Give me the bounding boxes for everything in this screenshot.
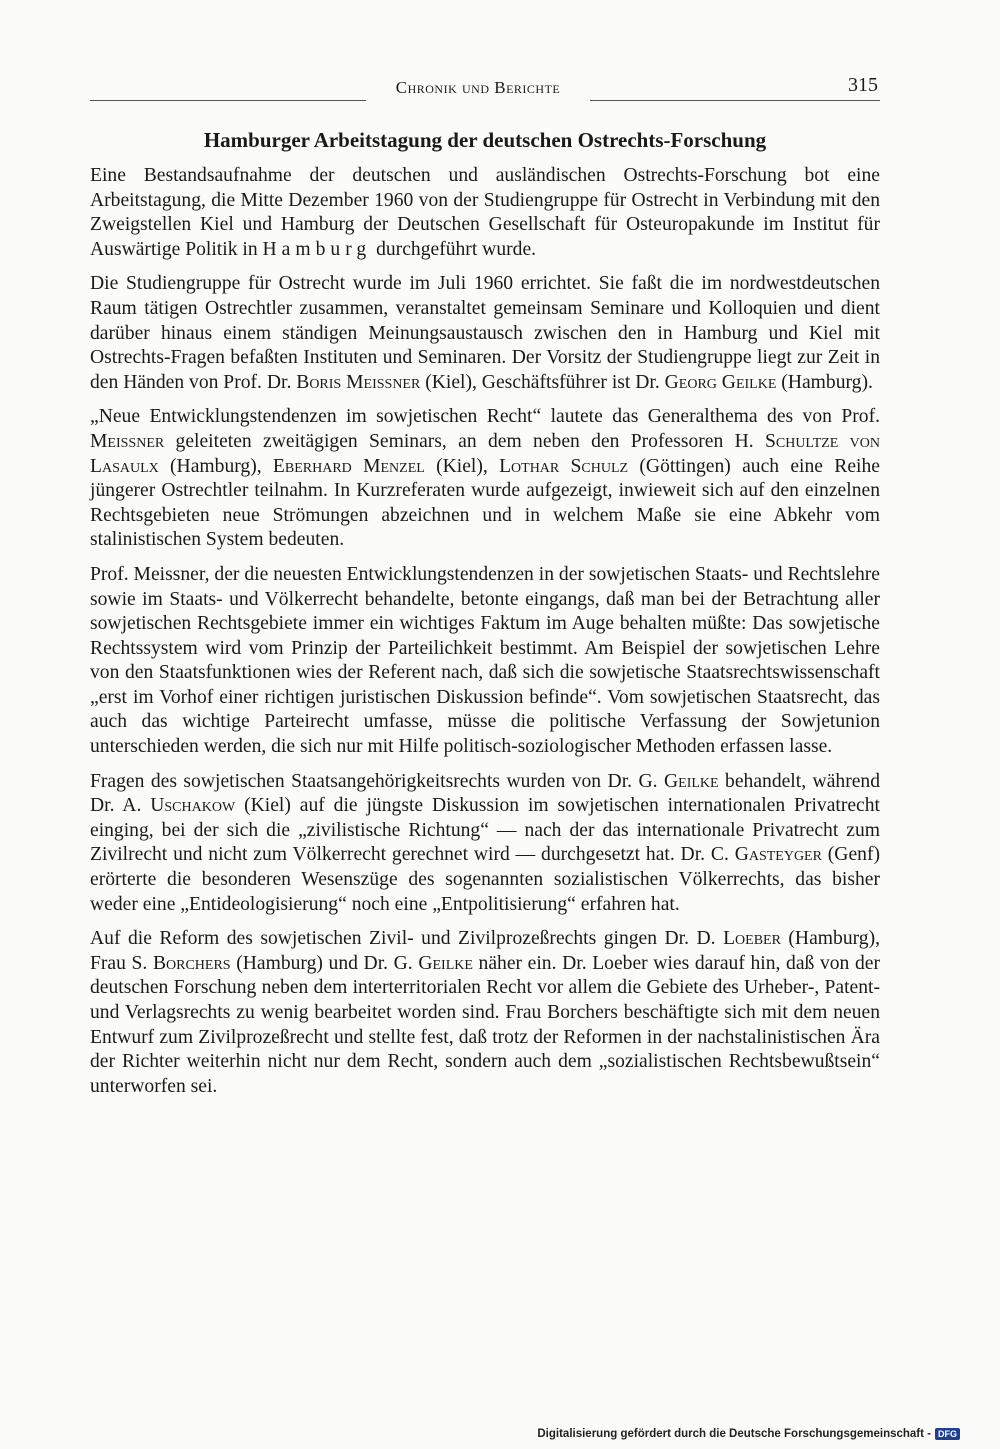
paragraph-3: „Neue Entwicklungstendenzen im sowjetischen Recht“ lautete das Generalthema des von Prof. Meissner geleiteten zweitägigen Seminars, an dem neben den Professoren H. Schultze von Lasaulx (Hamburg), Eberhard Menzel (Kiel), Lothar Schulz (Göttingen) auch eine Reihe jüngerer Ostrechtler teilnahm. In Kurzreferaten wurde aufgezeigt, inwieweit sich auf den einzelnen Rechtsgebieten neue Strömungen abzeichnen und in welchem Maße sie eine Abkehr vom stalinistischen System bedeuten. (90, 406, 881, 551)
running-head: Chronik und Berichte (395, 78, 561, 97)
page-number: 315 (848, 74, 878, 96)
credit-text: Digitalisierung gefördert durch die Deutsche Forschungsgemeinschaft - (537, 1428, 931, 1440)
paragraph-5: Fragen des sowjetischen Staatsangehörigkeitsrechts wurden von Dr. G. Geilke behandelt, während Dr. A. Uschakow (Kiel) auf die jüngste Diskussion im sowjetischen internationalen Privatrecht einging, bei der sich die „zivilistische Richtung“ — nach der das internationale Privatrecht zum Zivilrecht und nicht zum Völkerrecht gerechnet wird — durchgesetzt hat. Dr. C. Gasteyger (Genf) erörterte die besonderen Wesenszüge des sogenannten sozialistischen Völkerrechts, das bisher weder eine „Entideologisierung“ noch eine „Entpolitisierung“ erfahren hat. (90, 770, 881, 915)
paragraph-4: Prof. Meissner, der die neuesten Entwicklungstendenzen in der sowjetischen Staats- und Rechtslehre sowie im Staats- und Völkerrecht behandelte, betonte eingangs, daß man bei der Betrachtung aller sowjetischen Rechtsgebiete immer ein wichtiges Faktum im Auge behalten müßte: Das sowjetische Rechtssystem wird vom Prinzip der Parteilichkeit bestimmt. Am Beispiel der sowjetischen Lehre von den Staatsfunktionen wies der Referent nach, daß sich die sowjetische Staatsrechtswissenschaft „erst im Vorhof einer richtigen juristischen Diskussion befinde“. Vom sowjetischen Staatsrecht, das auch das wichtige Parteirecht umfasse, müsse die politische Verfassung der Sowjetunion unterschieden werden, die sich nur mit Hilfe politisch-soziologischer Methoden erfassen lasse. (90, 563, 880, 758)
header-rule-right (590, 100, 880, 101)
article-body (90, 164, 880, 1109)
paragraph-2: Die Studiengruppe für Ostrecht wurde im Juli 1960 errichtet. Sie faßt die im nordwestdeutschen Raum tätigen Ostrechtler zusammen, veranstaltet gemeinsam Seminare und Kolloquien und dient darüber hinaus einem ständigen Meinungsaustausch zwischen den in Hamburg und Kiel mit Ostrechts-Fragen befaßten Instituten und Seminaren. Der Vorsitz der Studiengruppe liegt zur Zeit in den Händen von Prof. Dr. Boris Meissner (Kiel), Geschäftsführer ist Dr. Georg Geilke (Hamburg). (90, 273, 880, 393)
header-rule-left (90, 100, 366, 101)
digitization-credit (537, 1428, 960, 1440)
paragraph-1: Eine Bestandsaufnahme der deutschen und ausländischen Ostrechts-Forschung bot eine Arbeitstagung, die Mitte Dezember 1960 von der Studiengruppe für Ostrecht in Verbindung mit den Zweigstellen Kiel und Hamburg der Deutschen Gesellschaft für Osteuropakunde im Institut für Auswärtige Politik in Hamburg durchgeführt wurde. (90, 165, 880, 260)
paragraph-6: Auf die Reform des sowjetischen Zivil- und Zivilprozeßrechts gingen Dr. D. Loeber (Hamburg), Frau S. Borchers (Hamburg) und Dr. G. Geilke näher ein. Dr. Loeber wies darauf hin, daß von der deutschen Forschung neben dem interterritorialen Recht vor allem die Gebiete des Urheber-, Patent- und Verlagsrechts zu wenig bearbeitet worden sind. Frau Borchers beschäftigte sich mit dem neuen Entwurf zum Zivilprozeßrecht und stellte fest, daß trotz der Reformen in der nachstalinistischen Ära der Richter weiterhin nicht nur dem Recht, sondern auch dem „sozialistischen Rechtsbewußtsein“ unterworfen sei. (90, 928, 881, 1097)
dfg-logo: DFG (935, 1428, 960, 1440)
article-title: Hamburger Arbeitstagung der deutschen Ostrechts-Forschung (203, 128, 767, 152)
